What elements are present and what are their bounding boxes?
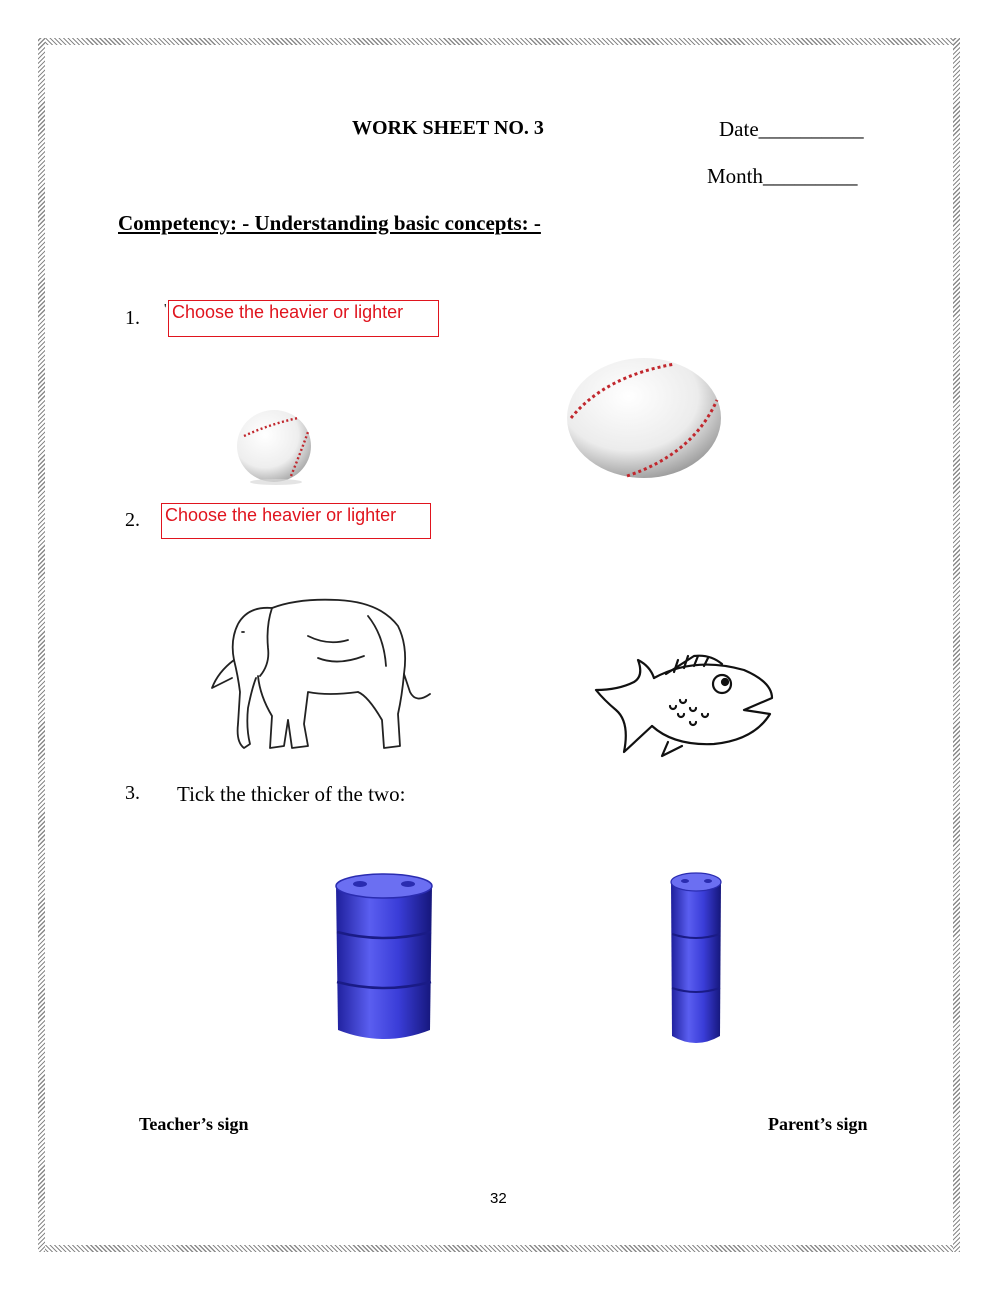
question-3-number: 3. <box>125 782 140 804</box>
question-3-instruction: Tick the thicker of the two: <box>177 782 406 806</box>
elephant-icon[interactable] <box>208 596 432 762</box>
parent-sign-label: Parent’s sign <box>768 1114 868 1134</box>
fish-icon[interactable] <box>594 652 776 758</box>
date-field: Date__________ <box>719 117 864 141</box>
question-1-stray-mark: ' <box>164 302 167 317</box>
page-border-bottom <box>38 1245 960 1252</box>
page-border-top <box>38 38 960 45</box>
large-baseball-icon[interactable] <box>565 356 723 484</box>
worksheet-title: WORK SHEET NO. 3 <box>352 117 544 139</box>
thin-barrel-icon[interactable] <box>669 870 723 1048</box>
question-2-answer-dropdown[interactable]: Choose the heavier or lighter <box>161 503 431 539</box>
small-baseball-icon[interactable] <box>236 406 316 486</box>
competency-heading: Competency: - Understanding basic concepts: - <box>118 211 541 235</box>
thick-barrel-icon[interactable] <box>332 870 436 1044</box>
month-field: Month_________ <box>707 164 858 188</box>
page-border-right <box>953 38 960 1252</box>
page-number: 32 <box>490 1190 507 1207</box>
teacher-sign-label: Teacher’s sign <box>139 1114 249 1134</box>
question-1-number: 1. <box>125 307 140 329</box>
question-1-answer-dropdown[interactable]: Choose the heavier or lighter <box>168 300 439 337</box>
question-2-number: 2. <box>125 509 140 531</box>
page-border-left <box>38 38 45 1252</box>
